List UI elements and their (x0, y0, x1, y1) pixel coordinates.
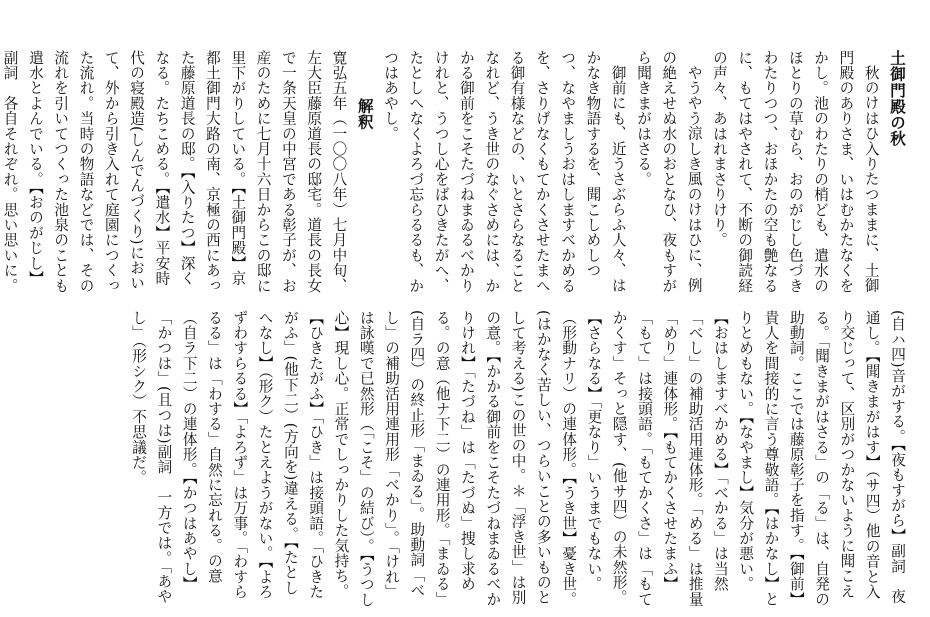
interpretation-heading: 解釈 (355, 98, 374, 131)
original-text-paragraph-1: 秋のけはひ入りたつままに、土御門殿のありさま、いはむかたなくをかし。池のわたりの梢ども、遣水のほとりの草むら、おのがじし色づきわたりつつ、おほかたの空も艶なるに、もてはやされて、不断の御読経の声々、あはれまさりけり。 (710, 50, 880, 294)
original-text-paragraph-3: 御前にも、近うさぶらふ人々、はかなき物語するを、聞こしめしつつ、なやましうおはしますべかめるを、さりげなくもてかくさせたまへる御有様などの、いとさらなることなれど、うき世のなぐさめには、かかる御前をこそたづねまゐるべかりけれと、うつし心をばひきたがへ、たとしへなくよろづ忘らるるも、かつはあやし。 (382, 50, 627, 294)
interpretation-paragraph-2: (自ハ四)音がする。【夜もすがら】副詞 夜通し。【聞きまがはす】（サ四）他の音と入り交じって、区別がつかないように聞こえる。「聞きまがはさる」の「る」は、自発の助動詞。ここでは藤原彰子を指す。【御前】貴人を間接的に言う尊敬語。【はかなし】とりとめもない。【なやまし】気分が悪い。【おはしますべかめる】「べかる」は当然「べし」の補助活用連体形。「める」は推量「めり」連体形。【もてかくさせたまふ】「もて」は接頭語。「もてかくさ」は「もてかくす」そっと隠す、(他サ四）の未然形。【さらなる】「更なり」いうまでもない。（形動ナリ）の連体形。【うき世】憂き世。(はかなく苦しい、つらいことの多いものとして考える)この世の中。＊「浮き世」は別の意。【かかる御前をこそたづねまゐるべかりけれ】「たづね」は「たづぬ」捜し求める。の意（他ナ下二）の連用形。「まゐる」(自ラ四）の終止形「まゐる」。助動詞「べし」の補助活用連用形「べかり」。「けれ」は詠嘆で已然形（「こそ」の結び）。【うつし心】現し心。正常でしっかりした気持ち。【ひきたがふ】「ひき」は接頭語。「ひきたがふ」(他下二）(方向を)違える。【たとしへなし】（形ク）たとえようがない。【よろずわすらるる】「よろず」は万事。「わすらるる」は「わする」自然に忘れる。の意（自ラ下二）の連体形。【かつはあやし】「かつは」(且つは)副詞 一方では。「あやし」（形シク）不思議だ。 (130, 310, 906, 608)
section-title: 土御門殿の秋 (888, 50, 906, 147)
original-text-paragraph-2: やうやう涼しき風のけはひに、例の絶えせぬ水のおとなひ、夜もすがら聞きまがはさる。 (635, 50, 703, 294)
upper-text-block (1, 50, 910, 300)
interpretation-paragraph-1: 寛弘五年（一〇〇八年）七月中旬、左大臣藤原道長の邸宅。道長の長女で一条天皇の中宮である彰子が、お産のために七月十六日からこの邸に里下がりしている。【土御門殿】京都土御門大路の南、京極の西にあった藤原道長の邸。【入りたつ】深くなる。たちこめる。【遣水】平安時代の寝殿造(しんでんづくり)において、外から引き入れて庭園につくった流れ。当時の物語などでは、その流れを引いてつくった池泉のことも遣水とよんでいる。【おのがじし】副詞 各自それぞれ。思い思いに。 (1, 50, 348, 294)
lower-text-block (5, 310, 910, 610)
